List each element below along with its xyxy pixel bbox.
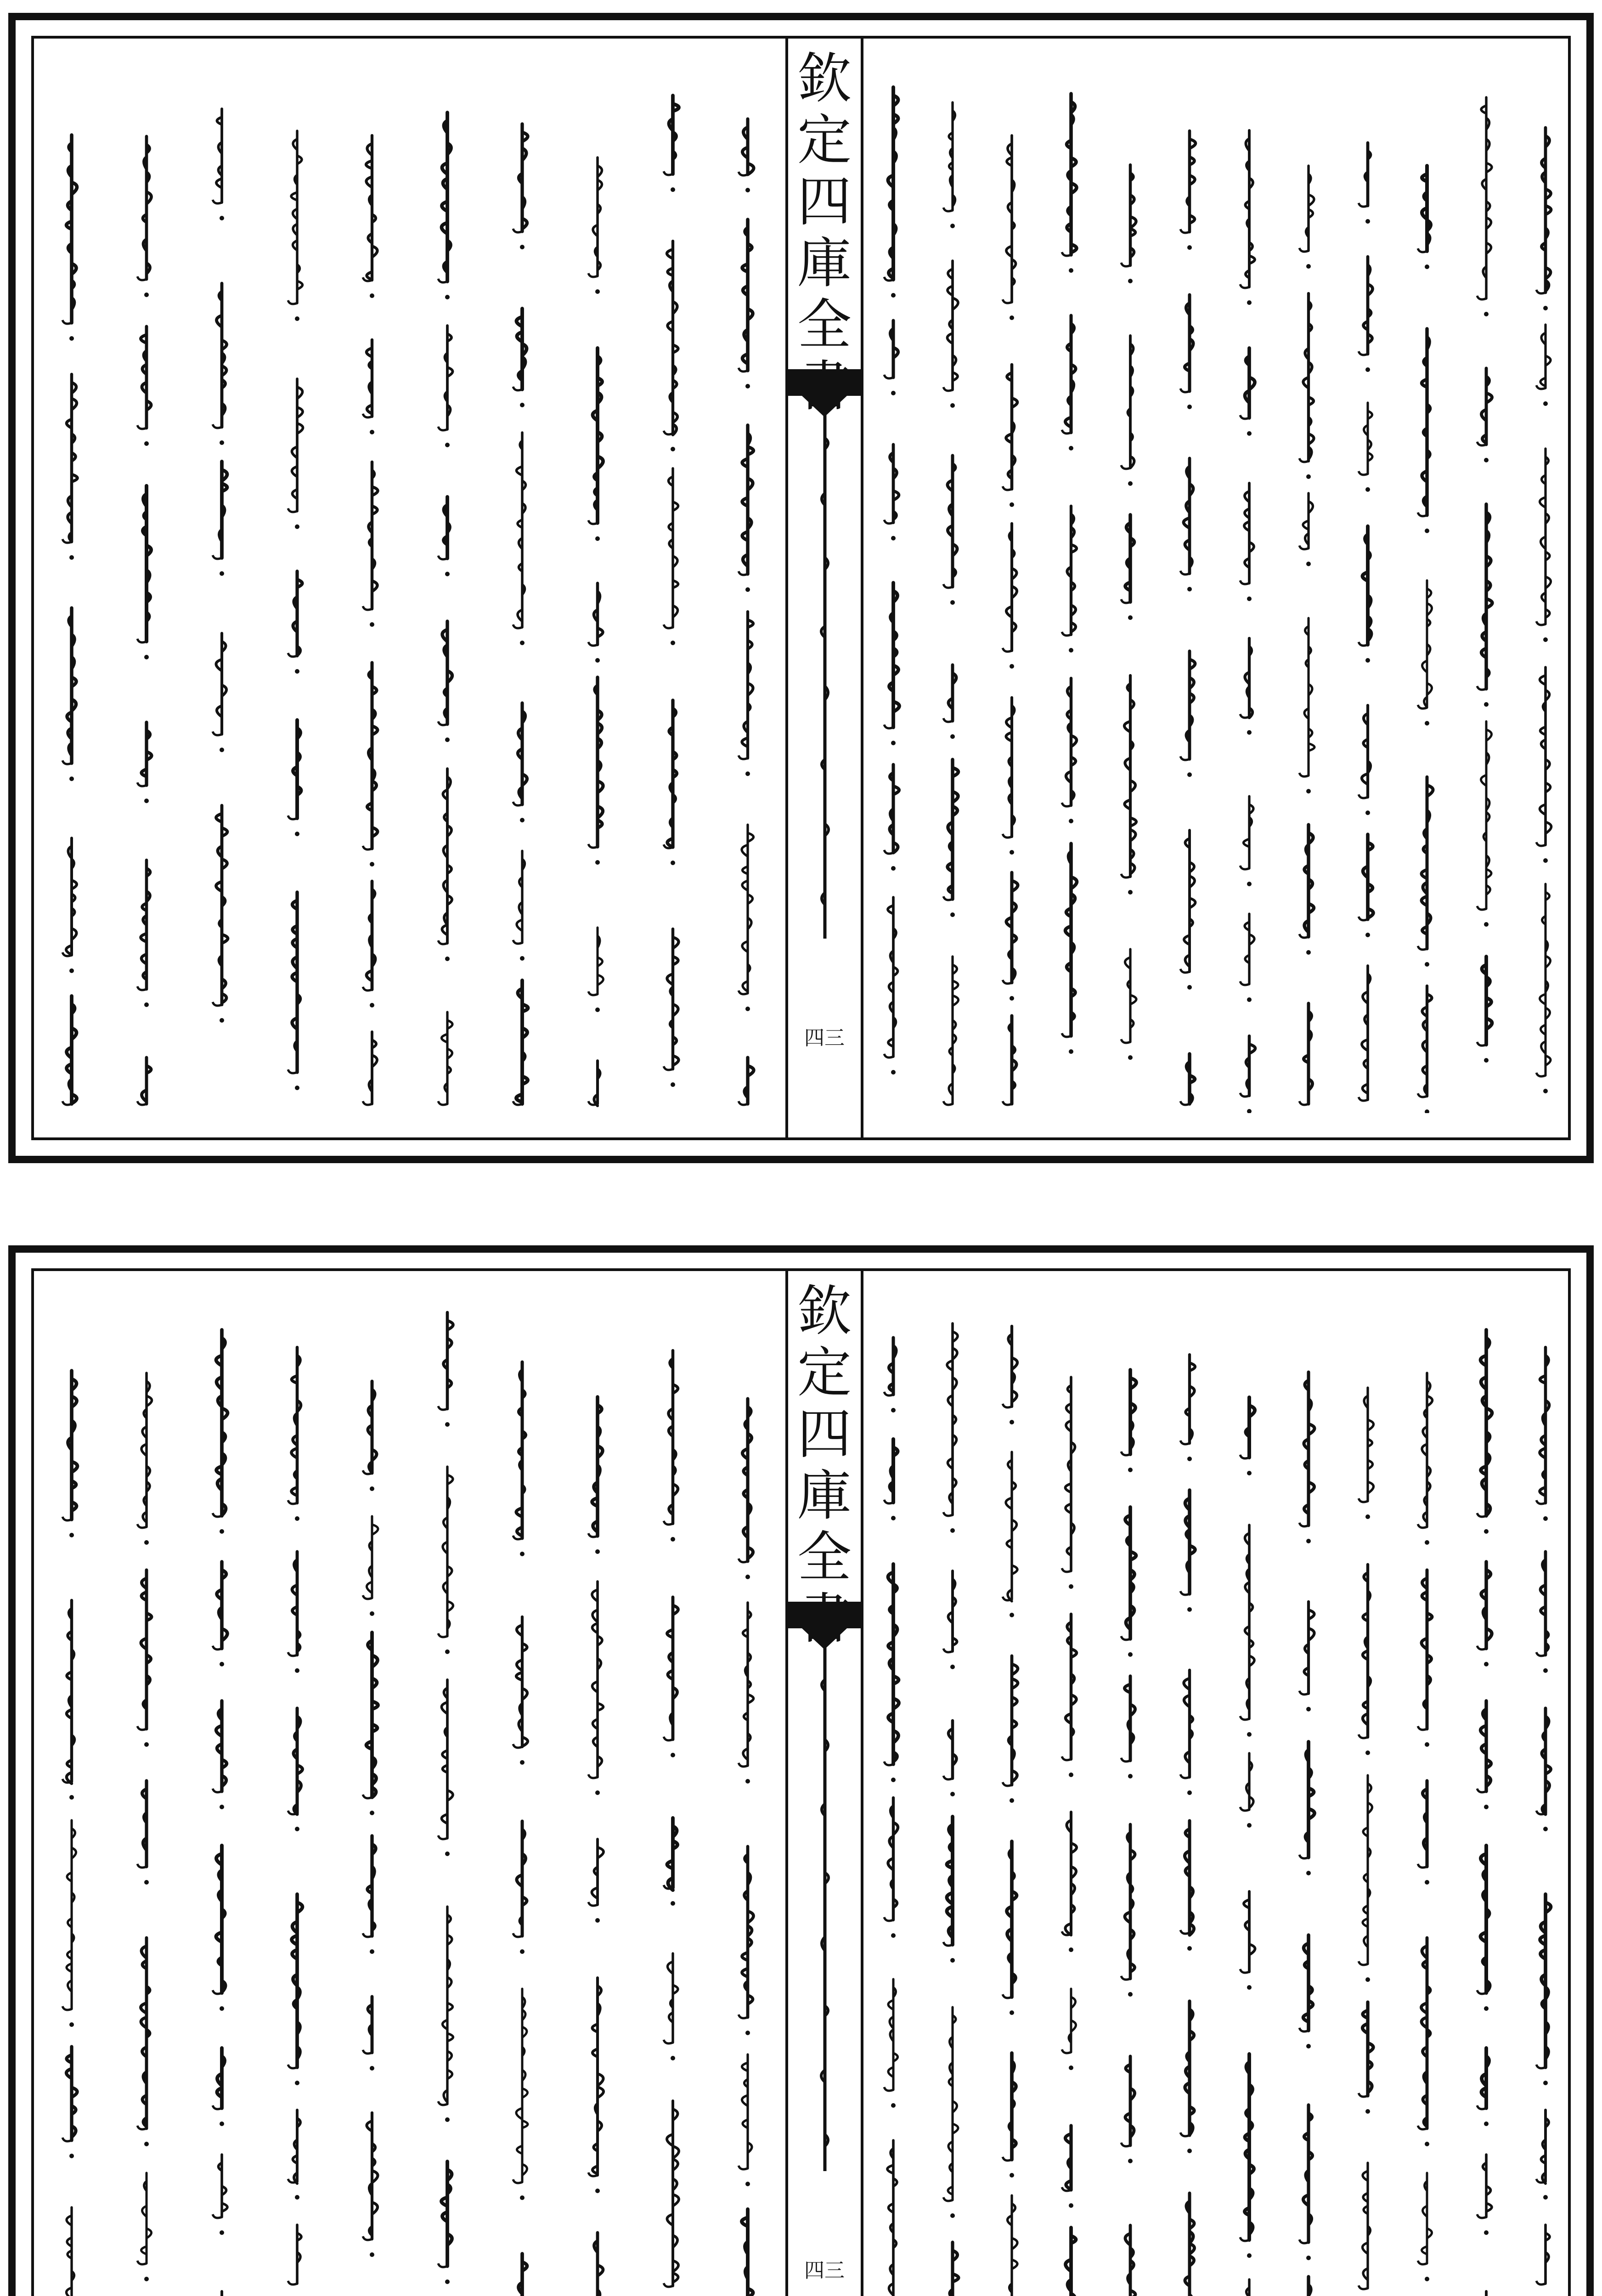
- manchu-text-column: [1291, 1299, 1326, 2296]
- top-gutter-title: [788, 48, 861, 417]
- manchu-text-column: [1232, 1299, 1267, 2296]
- manchu-script-glyphs: [54, 66, 89, 1113]
- bottom-right-text-block: [863, 1271, 1568, 2296]
- manchu-script-glyphs: [1469, 1299, 1504, 2296]
- manchu-text-column: [876, 1299, 911, 2296]
- manchu-script-glyphs: [355, 1299, 389, 2296]
- manchu-text-column: [204, 66, 239, 1113]
- manchu-script-glyphs: [876, 1299, 911, 2296]
- manchu-script-glyphs: [580, 66, 615, 1113]
- manchu-text-column: [505, 1299, 540, 2296]
- manchu-text-column: [1469, 66, 1504, 1113]
- folio-mark: 四三: [804, 2259, 845, 2282]
- manchu-script-glyphs: [430, 1299, 465, 2296]
- manchu-text-column: [655, 66, 690, 1113]
- manchu-text-column: [355, 66, 389, 1113]
- manchu-script-glyphs: [1291, 66, 1326, 1113]
- manchu-script-glyphs: [994, 1299, 1029, 2296]
- gutter-title-char: 四: [797, 170, 852, 233]
- top-gutter-column: [785, 39, 863, 1137]
- manchu-script-glyphs: [994, 66, 1029, 1113]
- manchu-text-column: [1054, 1299, 1089, 2296]
- manchu-script-glyphs: [935, 66, 970, 1113]
- manchu-text-column: [54, 66, 89, 1113]
- manchu-script-glyphs: [430, 66, 465, 1113]
- gutter-title-char: 庫: [797, 1464, 852, 1527]
- manchu-text-column: [430, 1299, 465, 2296]
- manchu-script-glyphs: [1172, 66, 1207, 1113]
- manchu-text-column: [994, 66, 1029, 1113]
- manchu-text-column: [1410, 1299, 1444, 2296]
- manchu-text-column: [730, 66, 765, 1113]
- top-page-spread: [8, 13, 1594, 1163]
- manchu-script-glyphs: [1528, 66, 1563, 1113]
- manchu-script-glyphs: [505, 1299, 540, 2296]
- gutter-title-char: 全: [797, 1525, 852, 1589]
- manchu-script-glyphs: [1172, 1299, 1207, 2296]
- manchu-script-glyphs: [280, 1299, 315, 2296]
- gutter-title-char: 定: [797, 108, 852, 172]
- manchu-text-column: [430, 66, 465, 1113]
- manchu-script-glyphs: [129, 1299, 164, 2296]
- manchu-text-column: [129, 1299, 164, 2296]
- manchu-text-column: [1350, 66, 1385, 1113]
- manchu-text-column: [1469, 1299, 1504, 2296]
- manchu-text-column: [505, 66, 540, 1113]
- gutter-title-char: 欽: [797, 1279, 852, 1343]
- manchu-script-glyphs: [655, 1299, 690, 2296]
- top-left-text-block: [34, 39, 785, 1137]
- manchu-text-column: [580, 66, 615, 1113]
- manchu-text-column: [1291, 66, 1326, 1113]
- manchu-text-column: [54, 1299, 89, 2296]
- manchu-text-column: [280, 66, 315, 1113]
- manchu-script-glyphs: [505, 66, 540, 1113]
- manchu-script-glyphs: [1113, 66, 1148, 1113]
- gutter-title-char: 定: [797, 1341, 852, 1404]
- manchu-script-glyphs: [655, 66, 690, 1113]
- gutter-title-char: 四: [797, 1402, 852, 1466]
- manchu-script-glyphs: [355, 66, 389, 1113]
- manchu-script-glyphs: [935, 1299, 970, 2296]
- manchu-text-column: [1528, 66, 1563, 1113]
- manchu-text-column: [1172, 1299, 1207, 2296]
- manchu-text-column: [876, 66, 911, 1113]
- manchu-script-glyphs: [1232, 1299, 1267, 2296]
- manchu-text-column: [730, 1299, 765, 2296]
- bottom-page-frame: [31, 1268, 1571, 2296]
- gutter-manchu-script: [816, 1643, 834, 2176]
- manchu-script-glyphs: [580, 1299, 615, 2296]
- manchu-script-glyphs: [876, 66, 911, 1113]
- folio-mark: 四三: [804, 1026, 845, 1050]
- manchu-text-column: [1172, 66, 1207, 1113]
- fish-tail-mark: [788, 369, 861, 396]
- manchu-text-column: [1350, 1299, 1385, 2296]
- manchu-text-column: [204, 1299, 239, 2296]
- manchu-script-glyphs: [280, 66, 315, 1113]
- manchu-script-glyphs: [1054, 66, 1089, 1113]
- manchu-text-column: [935, 66, 970, 1113]
- bottom-gutter-title: [788, 1280, 861, 1649]
- manchu-script-glyphs: [1054, 1299, 1089, 2296]
- manchu-script-glyphs: [204, 1299, 239, 2296]
- manchu-text-column: [129, 66, 164, 1113]
- bottom-left-text-block: [34, 1271, 785, 2296]
- gutter-title-char: 全: [797, 293, 852, 356]
- manchu-script-glyphs: [730, 66, 765, 1113]
- manchu-script-glyphs: [1113, 1299, 1148, 2296]
- manchu-text-column: [1113, 1299, 1148, 2296]
- manchu-script-glyphs: [1232, 66, 1267, 1113]
- manchu-script-glyphs: [1410, 1299, 1444, 2296]
- manchu-text-column: [655, 1299, 690, 2296]
- manchu-text-column: [1528, 1299, 1563, 2296]
- manchu-script-glyphs: [1410, 66, 1444, 1113]
- bottom-gutter-column: [785, 1271, 863, 2296]
- gutter-manchu-script: [816, 411, 834, 943]
- manchu-text-column: [994, 1299, 1029, 2296]
- manchu-script-glyphs: [204, 66, 239, 1113]
- manchu-text-column: [580, 1299, 615, 2296]
- manchu-script-glyphs: [1350, 66, 1385, 1113]
- fish-tail-mark: [788, 1602, 861, 1628]
- manchu-script-glyphs: [129, 66, 164, 1113]
- gutter-title-char: 欽: [797, 47, 852, 110]
- manchu-text-column: [1113, 66, 1148, 1113]
- manchu-text-column: [1232, 66, 1267, 1113]
- bottom-page-spread: [8, 1245, 1594, 2296]
- manchu-script-glyphs: [54, 1299, 89, 2296]
- manchu-text-column: [935, 1299, 970, 2296]
- top-page-frame: [31, 36, 1571, 1140]
- manchu-script-glyphs: [1350, 1299, 1385, 2296]
- manchu-text-column: [1410, 66, 1444, 1113]
- manchu-script-glyphs: [730, 1299, 765, 2296]
- manchu-text-column: [355, 1299, 389, 2296]
- manchu-script-glyphs: [1291, 1299, 1326, 2296]
- manchu-script-glyphs: [1528, 1299, 1563, 2296]
- manchu-script-glyphs: [1469, 66, 1504, 1113]
- manchu-text-column: [1054, 66, 1089, 1113]
- top-right-text-block: [863, 39, 1568, 1137]
- gutter-title-char: 庫: [797, 231, 852, 295]
- manchu-text-column: [280, 1299, 315, 2296]
